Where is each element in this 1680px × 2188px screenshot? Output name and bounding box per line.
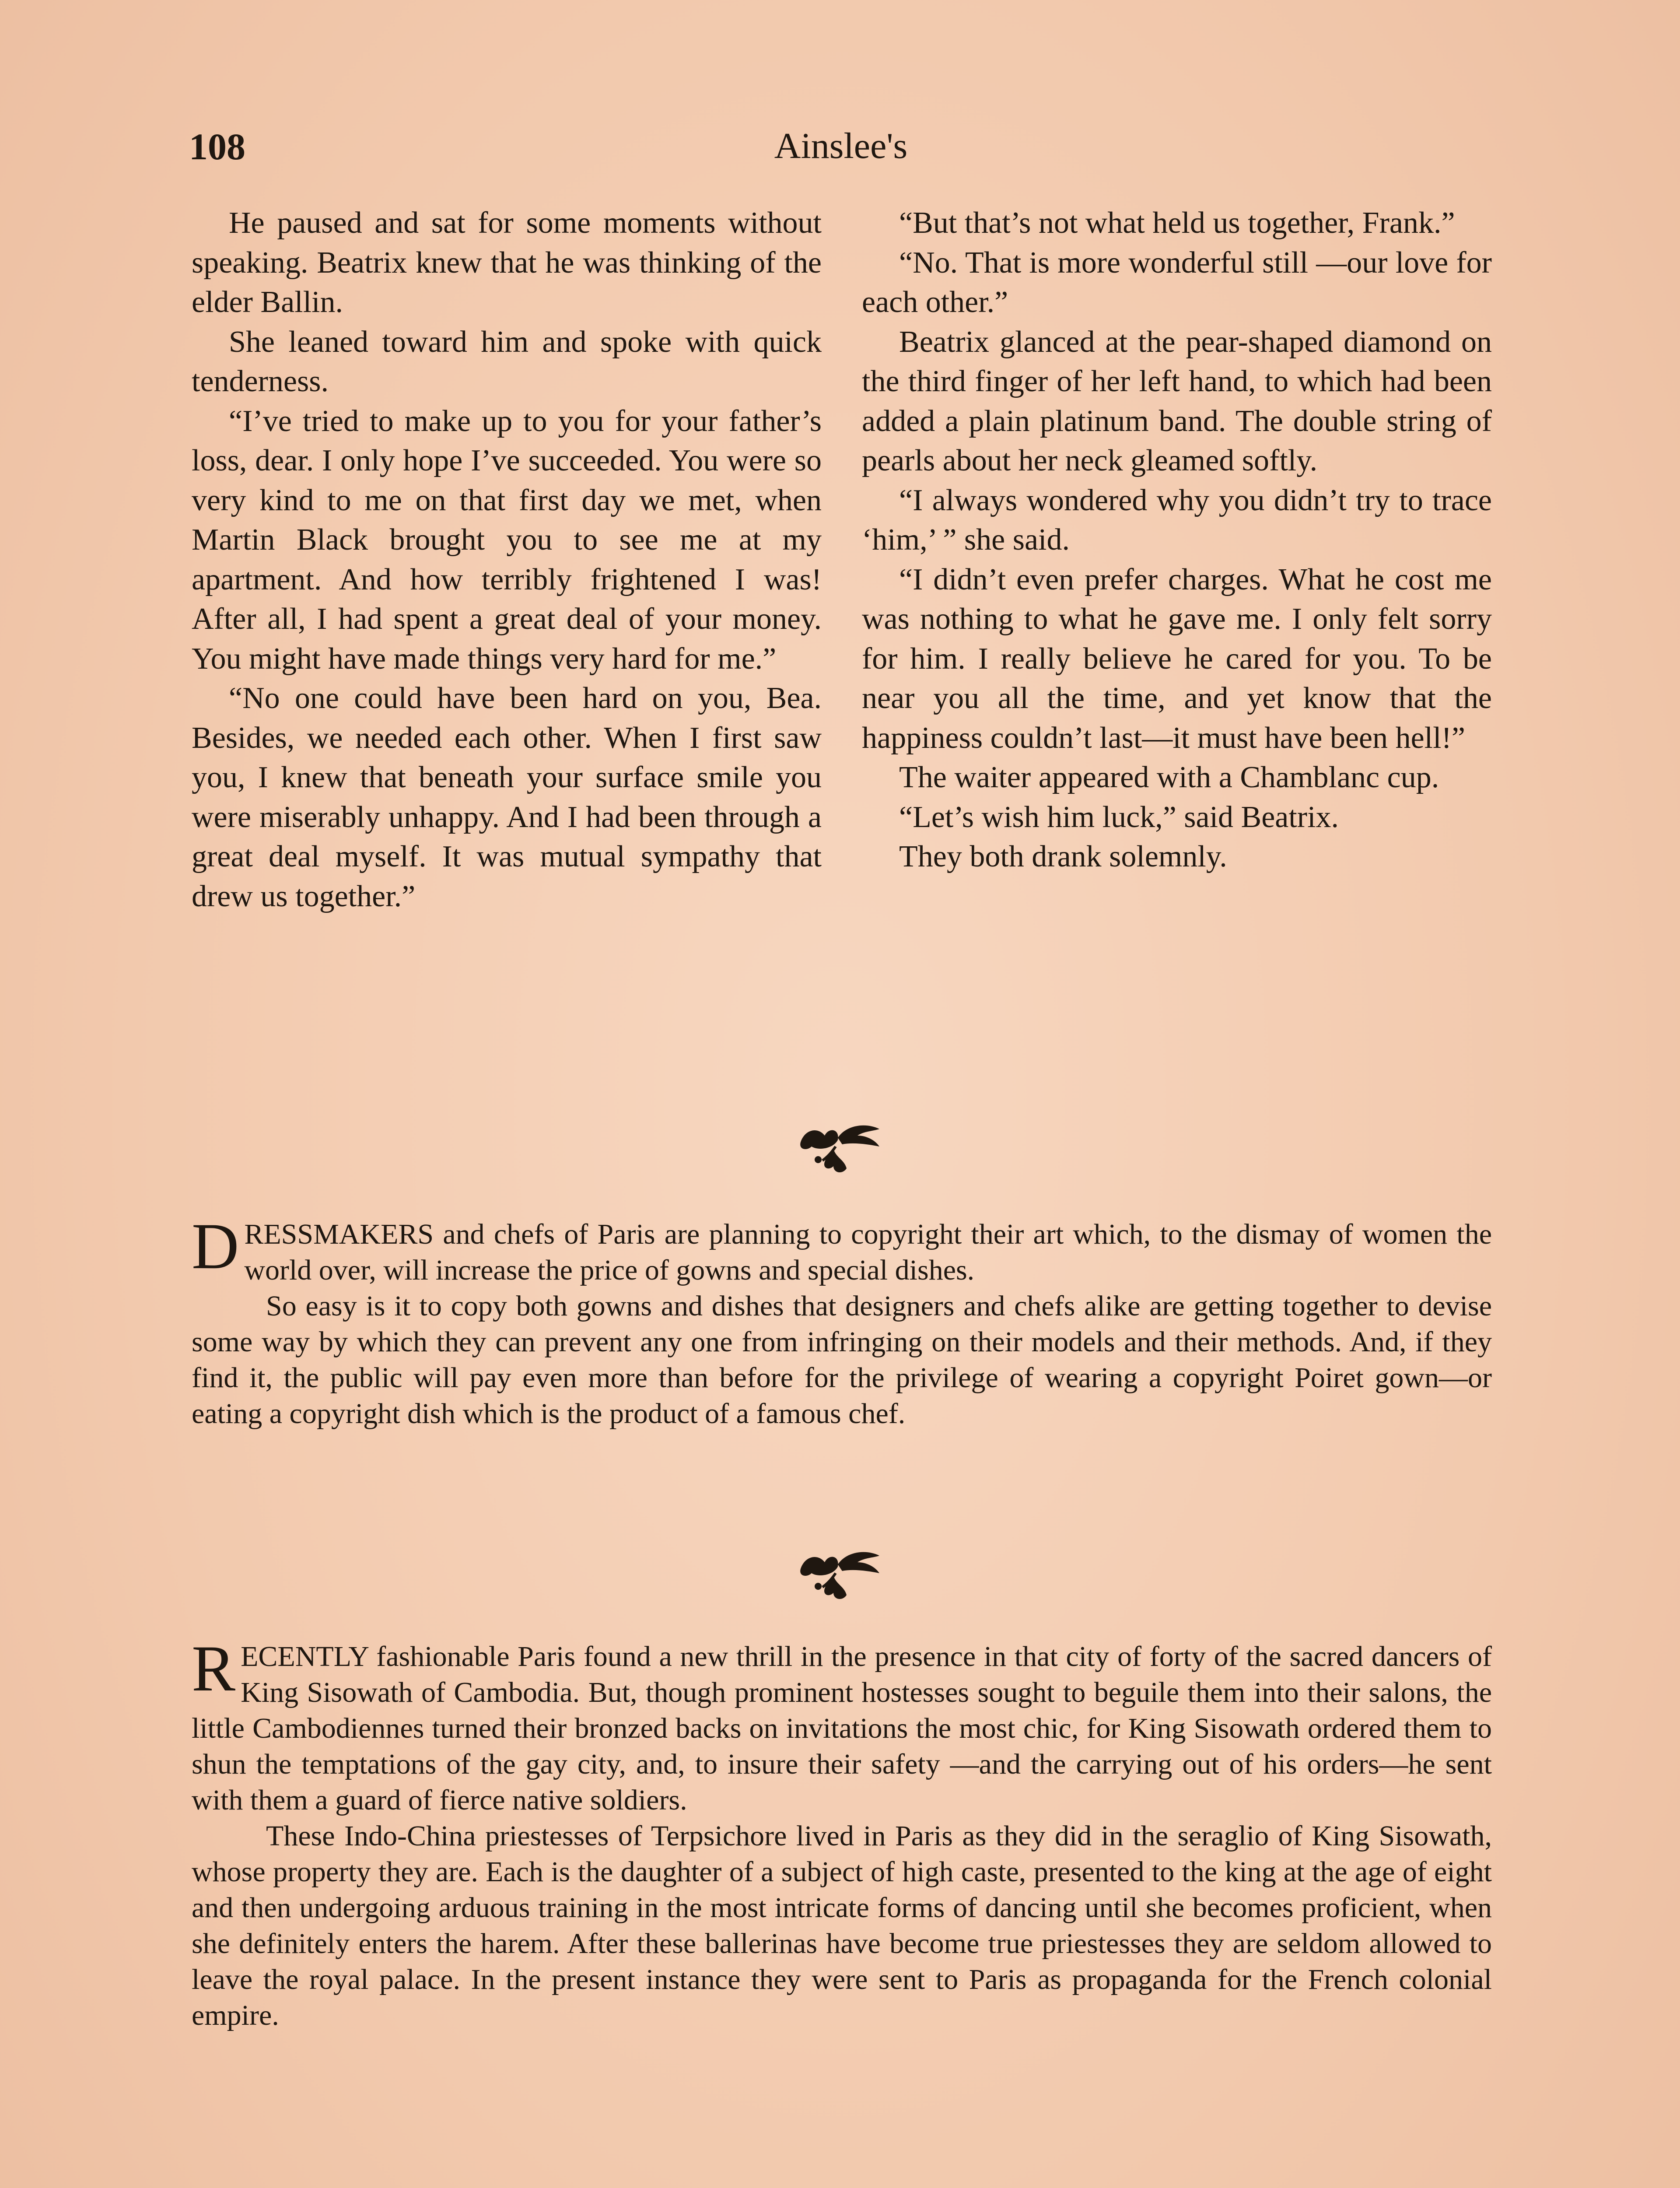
paragraph: So easy is it to copy both gowns and dishes that designers and chefs alike are getting together to devise some way by which they can prevent any one from infringing on their models and their methods. And, if they find it, the public will pay even more than before for the privilege of wearing a copyright Poiret gown—or eating a copyright dish which is the product of a famous chef.	[192, 1290, 1492, 1430]
news-item-dressmakers	[192, 1210, 1492, 1432]
paragraph: “I always wondered why you didn’t try to trace ‘him,’ ” she said.	[862, 483, 1492, 557]
page-header	[189, 125, 1493, 173]
floral-ornament-icon	[792, 1112, 888, 1177]
lead-text: RESSMAKERS and chefs of Paris are planning to copyright their art which, to the dismay of women the world over, will increase the price of gowns and special dishes.	[244, 1218, 1492, 1286]
drop-cap: D	[192, 1210, 239, 1283]
running-title: Ainslee's	[774, 126, 908, 166]
paragraph: They both drank solemnly.	[899, 840, 1227, 873]
paragraph: The waiter appeared with a Chamblanc cup.	[899, 761, 1439, 794]
paragraph: “I didn’t even prefer charges. What he cost me was nothing to what he gave me. I only felt sorry for him. I really believe he cared for you. To be near you all the time, and yet know that the happiness couldn’t last—it must have been hell!”	[862, 562, 1492, 755]
news-item-dancers	[192, 1632, 1492, 2034]
paragraph: He paused and sat for some moments without speaking. Beatrix knew that he was thinking of the elder Ballin.	[192, 206, 822, 319]
paragraph: “But that’s not what held us together, Frank.”	[899, 206, 1455, 240]
drop-cap: R	[192, 1632, 236, 1705]
lead-text: ECENTLY fashionable Paris found a new thrill in the presence in that city of forty of the sacred dancers of King Sisowath of Cambodia. But, though prominent hostesses sought to beguile them into their salons, the little Cambodiennes turned their bronzed backs on invitations the most chic, for King Sisowath ordered them to shun the temptations of the gay city, and, to insure their safety —and the carrying out of his orders—he sent with them a guard of fierce native soldiers.	[192, 1641, 1492, 1816]
paragraph: “No. That is more wonderful still —our love for each other.”	[862, 245, 1492, 319]
paragraph: “No one could have been hard on you, Bea. Besides, we needed each other. When I first saw you, I knew that beneath your surface smile you were miserably unhappy. And I had been through a great deal myself. It was mutual sympathy that drew us together.”	[192, 681, 822, 913]
left-column	[192, 203, 822, 916]
paragraph: She leaned toward him and spoke with quick tenderness.	[192, 325, 822, 398]
paragraph: Beatrix glanced at the pear-shaped diamond on the third finger of her left hand, to which had been added a plain platinum band. The double string of pearls about her neck gleamed softly.	[862, 325, 1492, 477]
right-column	[862, 203, 1492, 877]
paragraph: “Let’s wish him luck,” said Beatrix.	[899, 800, 1339, 834]
page-number: 108	[189, 126, 245, 168]
paragraph: “I’ve tried to make up to you for your father’s loss, dear. I only hope I’ve succeeded. You were so very kind to me on that first day we met, when Martin Black brought you to see me at my apartment. And how terribly frightened I was! After all, I had spent a great deal of your money. You might have made things very hard for me.”	[192, 404, 822, 676]
paragraph: These Indo-China priestesses of Terpsichore lived in Paris as they did in the seraglio of King Sisowath, whose property they are. Each is the daughter of a subject of high caste, presented to the king at the age of eight and then undergoing arduous training in the most intricate forms of dancing until she becomes proficient, when she definitely enters the harem. After these ballerinas have become true priestesses they are seldom allowed to leave the royal palace. In the present instance they were sent to Paris as propaganda for the French colonial empire.	[192, 1820, 1492, 2031]
item-lead-paragraph	[192, 1210, 1492, 1288]
item-lead-paragraph	[192, 1632, 1492, 1818]
story-columns	[192, 203, 1492, 1092]
floral-ornament-icon	[792, 1538, 888, 1604]
